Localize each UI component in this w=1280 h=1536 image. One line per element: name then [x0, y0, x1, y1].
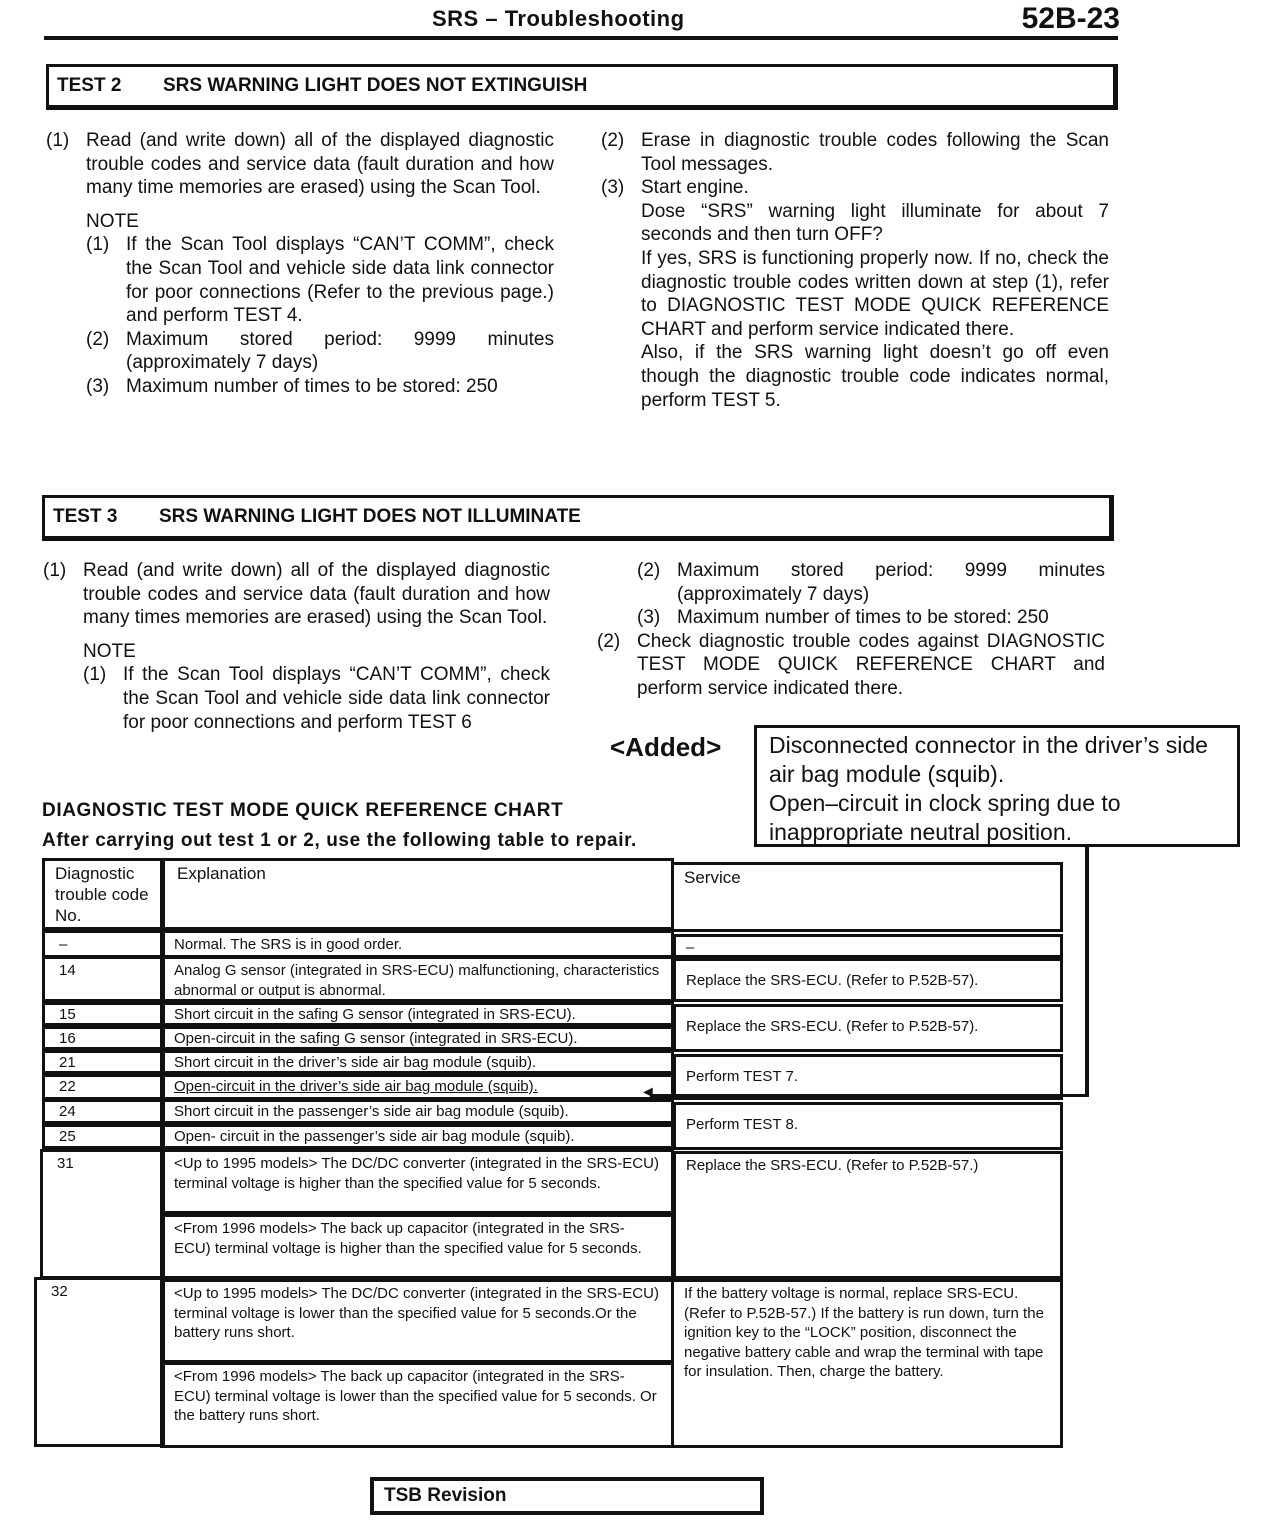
service-cell: Replace the SRS-ECU. (Refer to P.52B-57).: [673, 958, 1063, 1002]
code-cell: 14: [42, 956, 165, 1002]
explanation-cell: Open-circuit in the safing G sensor (integrated in SRS-ECU).: [160, 1026, 674, 1050]
note-number: (3): [86, 375, 110, 397]
step-number: (1): [46, 130, 70, 151]
note-number: (1): [86, 234, 110, 256]
tsb-revision-box: TSB Revision: [370, 1477, 764, 1515]
code-cell: 32: [34, 1277, 165, 1447]
explanation-cell: <Up to 1995 models> The DC/DC converter (integrated in the SRS-ECU) terminal voltage is lower than the specified value for 5 seconds.Or the battery runs short.: [160, 1279, 674, 1363]
step-number: (2): [597, 630, 621, 652]
step-number: (3): [601, 177, 625, 199]
header-service: Service: [671, 862, 1063, 932]
test2-note1: If the Scan Tool displays “CAN’T COMM”, check the Scan Tool and vehicle side data link connector for poor connections (Refer to the previous page.) and perform TEST 4.: [126, 234, 554, 327]
test3-step1: Read (and write down) all of the displayed diagnostic trouble codes and service data (fault duration and how many times memories are erased) using the Scan Tool.: [83, 560, 550, 629]
step-number: (1): [43, 560, 67, 581]
added-note-line2: Open–circuit in clock spring due to inappropriate neutral position.: [769, 790, 1121, 845]
test2-step2: Erase in diagnostic trouble codes following the Scan Tool messages.: [641, 130, 1109, 175]
note-label: NOTE: [86, 210, 139, 232]
explanation-cell: Short circuit in the driver’s side air bag module (squib).: [160, 1050, 674, 1074]
service-cell: –: [673, 934, 1063, 958]
service-cell: Perform TEST 7.: [673, 1054, 1063, 1100]
page-number: 52B-23: [1021, 2, 1120, 35]
test3-right-column: [597, 559, 1105, 701]
header-code: Diagnostic trouble code No.: [42, 858, 165, 930]
test3-title: SRS WARNING LIGHT DOES NOT ILLUMINATE: [159, 506, 581, 527]
added-leader-vertical: [1085, 846, 1089, 1096]
code-cell: 24: [42, 1099, 165, 1124]
test3-note2: Maximum stored period: 9999 minutes (approximately 7 days): [677, 560, 1105, 605]
header-explanation: Explanation: [160, 858, 674, 930]
section-title: SRS – Troubleshooting: [432, 6, 685, 31]
added-label: <Added>: [610, 732, 722, 762]
test3-note1: If the Scan Tool displays “CAN’T COMM”, check the Scan Tool and vehicle side data link connector for poor connections and perform TEST 6: [123, 664, 550, 733]
note-label: NOTE: [83, 640, 136, 662]
test2-title: SRS WARNING LIGHT DOES NOT EXTINGUISH: [163, 75, 588, 96]
code-cell: 16: [42, 1026, 165, 1050]
test3-note3: Maximum number of times to be stored: 250: [677, 607, 1049, 629]
arrow-left-icon: ◄: [640, 1084, 656, 1101]
test2-note3: Maximum number of times to be stored: 250: [126, 375, 498, 397]
service-cell: Replace the SRS-ECU. (Refer to P.52B-57).: [673, 1004, 1063, 1052]
note-number: (3): [637, 607, 661, 629]
explanation-cell: <Up to 1995 models> The DC/DC converter (integrated in the SRS-ECU) terminal voltage is higher than the specified value for 5 seconds.: [160, 1149, 674, 1214]
test2-step3-b: Dose “SRS” warning light illuminate for about 7 seconds and then turn OFF?: [641, 200, 1109, 246]
test2-step1: Read (and write down) all of the displayed diagnostic trouble codes and service data (fault duration and how many time memories are erased) using the Scan Tool.: [86, 130, 554, 199]
test2-step3-d: Also, if the SRS warning light doesn’t go off even though the diagnostic trouble code indicates normal, perform TEST 5.: [641, 342, 1109, 411]
test2-right-column: [601, 129, 1109, 412]
test2-step3-a: Start engine.: [641, 177, 749, 199]
code-cell: 25: [42, 1124, 165, 1149]
test3-number: TEST 3: [53, 506, 118, 527]
service-cell: If the battery voltage is normal, replace SRS-ECU. (Refer to P.52B-57.) If the battery is run down, turn the ignition key to the “LOCK” position, disconnect the negative battery cable and wrap the terminal with tape for insulation. Then, charge the battery.: [671, 1279, 1063, 1448]
code-cell: 15: [42, 1002, 165, 1026]
explanation-cell: Normal. The SRS is in good order.: [160, 930, 674, 958]
explanation-cell: <From 1996 models> The back up capacitor (integrated in the SRS-ECU) terminal voltage is lower than the specified value for 5 seconds. Or the battery runs short.: [160, 1362, 674, 1448]
test2-step3-c: If yes, SRS is functioning properly now. If no, check the diagnostic trouble codes written down at step (1), refer to DIAGNOSTIC TEST MODE QUICK REFERENCE CHART and perform service indicated there.: [641, 247, 1109, 340]
test3-left-column: [43, 559, 550, 734]
test2-left-column: [46, 129, 554, 399]
note-number: (1): [83, 664, 107, 686]
code-cell: 31: [40, 1149, 165, 1279]
code-cell: –: [42, 930, 165, 958]
chart-subtitle: After carrying out test 1 or 2, use the following table to repair.: [42, 830, 637, 851]
note-number: (2): [86, 328, 110, 350]
test2-number: TEST 2: [57, 75, 122, 96]
explanation-cell: Short circuit in the passenger’s side air bag module (squib).: [160, 1099, 674, 1124]
added-note-line1: Disconnected connector in the driver’s side air bag module (squib).: [769, 732, 1208, 787]
explanation-cell: <From 1996 models> The back up capacitor (integrated in the SRS-ECU) terminal voltage is higher than the specified value for 5 seconds.: [160, 1214, 674, 1279]
added-note-box: [754, 725, 1240, 847]
test3-title-box: [42, 495, 1114, 541]
explanation-cell: Open-circuit in the driver’s side air bag module (squib).: [160, 1074, 674, 1100]
chart-title: DIAGNOSTIC TEST MODE QUICK REFERENCE CHART: [42, 800, 564, 821]
code-cell: 22: [42, 1074, 165, 1100]
explanation-cell: Short circuit in the safing G sensor (integrated in SRS-ECU).: [160, 1002, 674, 1026]
test2-title-box: [46, 64, 1118, 110]
explanation-cell: Open- circuit in the passenger’s side air bag module (squib).: [160, 1124, 674, 1149]
note-number: (2): [637, 560, 661, 581]
code-cell: 21: [42, 1050, 165, 1074]
step-number: (2): [601, 130, 625, 151]
test2-note2: Maximum stored period: 9999 minutes (approximately 7 days): [126, 328, 554, 374]
service-cell: Replace the SRS-ECU. (Refer to P.52B-57.): [673, 1151, 1063, 1279]
explanation-cell: Analog G sensor (integrated in SRS-ECU) malfunctioning, characteristics abnormal or output is abnormal.: [160, 956, 674, 1002]
test3-step2: Check diagnostic trouble codes against DIAGNOSTIC TEST MODE QUICK REFERENCE CHART and perform service indicated there.: [637, 630, 1105, 699]
service-cell: Perform TEST 8.: [673, 1102, 1063, 1150]
header-rule: [44, 36, 1118, 40]
